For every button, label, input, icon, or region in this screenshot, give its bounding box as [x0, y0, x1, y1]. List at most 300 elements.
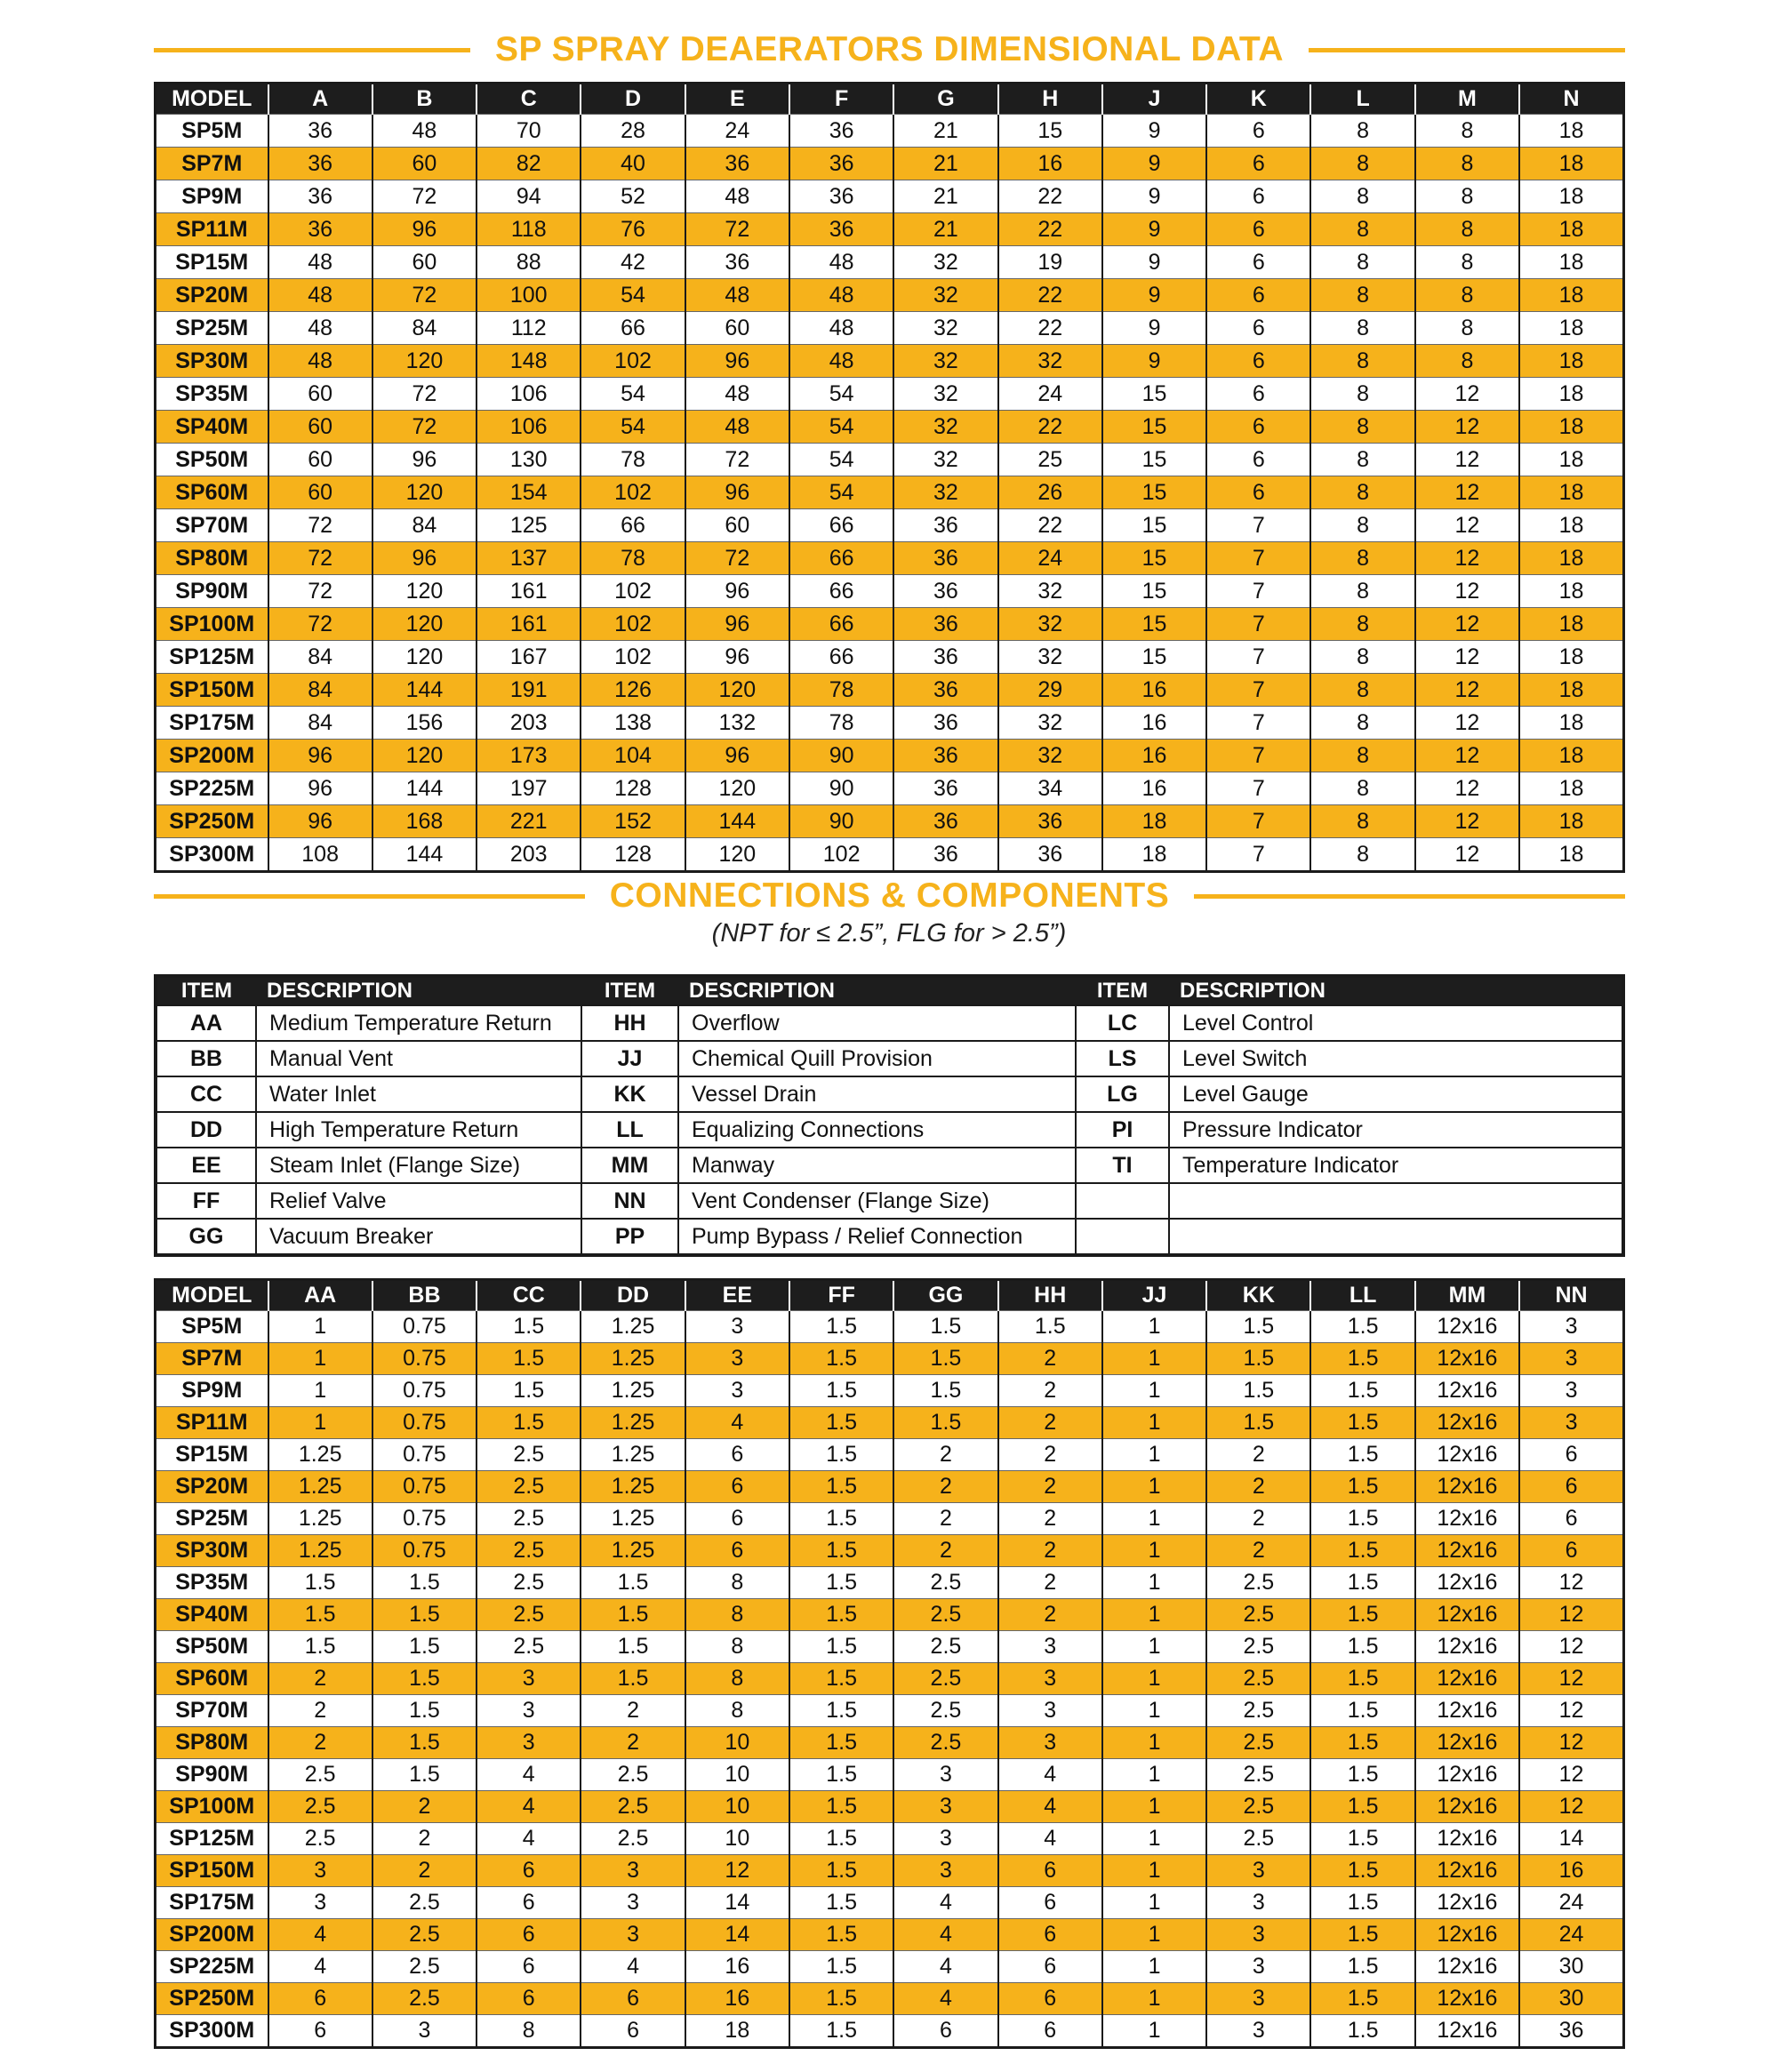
value-cell: 1.5: [1310, 1695, 1414, 1727]
item-code: EE: [156, 1148, 256, 1183]
column-header-n: N: [1519, 84, 1623, 115]
column-header-k: K: [1206, 84, 1310, 115]
table-row: [156, 411, 1624, 444]
model-cell: SP150M: [156, 674, 268, 707]
model-cell: SP15M: [156, 1439, 268, 1471]
value-cell: 1.5: [581, 1631, 685, 1663]
value-cell: 36: [998, 838, 1102, 872]
value-cell: 0.75: [372, 1535, 477, 1567]
column-header-f: F: [789, 84, 893, 115]
item-code: PI: [1076, 1112, 1169, 1148]
value-cell: 84: [372, 509, 477, 542]
value-cell: 2.5: [1206, 1759, 1310, 1791]
model-cell: SP9M: [156, 180, 268, 213]
value-cell: 2: [998, 1503, 1102, 1535]
item-code: BB: [156, 1041, 256, 1076]
value-cell: 1.5: [789, 1759, 893, 1791]
value-cell: 3: [685, 1343, 789, 1375]
connections-subtitle: (NPT for ≤ 2.5”, FLG for > 2.5”): [711, 919, 1067, 948]
value-cell: 1.5: [1206, 1407, 1310, 1439]
value-cell: 2.5: [477, 1503, 581, 1535]
value-cell: 2.5: [1206, 1791, 1310, 1823]
value-cell: 4: [477, 1791, 581, 1823]
value-cell: 2.5: [1206, 1631, 1310, 1663]
table-row: [156, 213, 1624, 246]
model-cell: SP125M: [156, 1823, 268, 1855]
value-cell: 8: [1310, 213, 1414, 246]
value-cell: 22: [998, 279, 1102, 312]
value-cell: 9: [1102, 148, 1206, 180]
value-cell: 1.5: [789, 1599, 893, 1631]
value-cell: 60: [372, 148, 477, 180]
value-cell: 12x16: [1415, 1375, 1519, 1407]
value-cell: 12x16: [1415, 1599, 1519, 1631]
item-code: FF: [156, 1183, 256, 1219]
value-cell: 8: [1310, 641, 1414, 674]
model-cell: SP300M: [156, 2015, 268, 2048]
item-description: Medium Temperature Return: [256, 1005, 581, 1041]
value-cell: 1.5: [1310, 1631, 1414, 1663]
value-cell: 8: [1310, 542, 1414, 575]
value-cell: 6: [477, 1983, 581, 2015]
value-cell: 96: [685, 575, 789, 608]
value-cell: 84: [268, 674, 372, 707]
value-cell: 66: [789, 509, 893, 542]
value-cell: 24: [998, 542, 1102, 575]
value-cell: 36: [685, 148, 789, 180]
value-cell: 66: [789, 641, 893, 674]
table-row: [156, 115, 1624, 148]
model-cell: SP90M: [156, 575, 268, 608]
value-cell: 32: [998, 575, 1102, 608]
value-cell: 88: [477, 246, 581, 279]
value-cell: 36: [893, 575, 997, 608]
value-cell: 1.5: [789, 1663, 893, 1695]
value-cell: 48: [789, 246, 893, 279]
value-cell: 12: [1415, 378, 1519, 411]
table-row: [156, 1855, 1624, 1887]
value-cell: 96: [372, 444, 477, 476]
value-cell: 72: [268, 542, 372, 575]
value-cell: 18: [1519, 542, 1623, 575]
value-cell: 4: [893, 1887, 997, 1919]
model-cell: SP250M: [156, 805, 268, 838]
value-cell: 14: [685, 1919, 789, 1951]
value-cell: 12: [1415, 542, 1519, 575]
value-cell: 2: [372, 1855, 477, 1887]
value-cell: 48: [685, 411, 789, 444]
model-cell: SP200M: [156, 740, 268, 772]
table-row: [156, 312, 1624, 345]
value-cell: 1.25: [581, 1535, 685, 1567]
item-description: Vacuum Breaker: [256, 1219, 581, 1255]
heading-rule-left: [154, 48, 470, 52]
value-cell: 12x16: [1415, 1823, 1519, 1855]
value-cell: 2.5: [893, 1663, 997, 1695]
value-cell: 8: [1415, 115, 1519, 148]
value-cell: 3: [268, 1855, 372, 1887]
value-cell: 18: [1102, 838, 1206, 872]
value-cell: 18: [1519, 805, 1623, 838]
value-cell: 18: [1519, 378, 1623, 411]
model-cell: SP60M: [156, 1663, 268, 1695]
value-cell: 12x16: [1415, 1535, 1519, 1567]
item-description: [1169, 1219, 1623, 1255]
table-row: [156, 641, 1624, 674]
value-cell: 72: [685, 213, 789, 246]
value-cell: 3: [998, 1695, 1102, 1727]
column-header-ee: EE: [685, 1280, 789, 1311]
value-cell: 18: [1519, 476, 1623, 509]
item-code: GG: [156, 1219, 256, 1255]
value-cell: 2.5: [477, 1471, 581, 1503]
column-header-j: J: [1102, 84, 1206, 115]
item-code: PP: [581, 1219, 678, 1255]
value-cell: 12x16: [1415, 1407, 1519, 1439]
value-cell: 96: [685, 345, 789, 378]
value-cell: 8: [1310, 740, 1414, 772]
value-cell: 54: [789, 378, 893, 411]
value-cell: 12: [1415, 476, 1519, 509]
legend-row: [156, 1076, 1623, 1112]
value-cell: 1: [1102, 1375, 1206, 1407]
table-row: [156, 180, 1624, 213]
value-cell: 12: [1415, 772, 1519, 805]
value-cell: 125: [477, 509, 581, 542]
value-cell: 60: [268, 444, 372, 476]
value-cell: 12: [1415, 608, 1519, 641]
value-cell: 84: [372, 312, 477, 345]
model-cell: SP80M: [156, 542, 268, 575]
value-cell: 1.5: [372, 1759, 477, 1791]
value-cell: 36: [893, 674, 997, 707]
value-cell: 2.5: [477, 1439, 581, 1471]
value-cell: 4: [998, 1823, 1102, 1855]
column-header-gg: GG: [893, 1280, 997, 1311]
value-cell: 1: [1102, 1791, 1206, 1823]
value-cell: 72: [268, 509, 372, 542]
description-column-header: DESCRIPTION: [256, 976, 581, 1005]
value-cell: 9: [1102, 180, 1206, 213]
value-cell: 3: [893, 1855, 997, 1887]
value-cell: 3: [998, 1631, 1102, 1663]
value-cell: 72: [268, 608, 372, 641]
value-cell: 1.25: [581, 1343, 685, 1375]
value-cell: 2.5: [477, 1599, 581, 1631]
value-cell: 18: [1519, 279, 1623, 312]
value-cell: 1.5: [1310, 1311, 1414, 1343]
value-cell: 6: [998, 1951, 1102, 1983]
value-cell: 12: [1415, 707, 1519, 740]
dimensional-data-heading: [154, 27, 1625, 73]
value-cell: 2.5: [581, 1791, 685, 1823]
value-cell: 2: [1206, 1535, 1310, 1567]
value-cell: 12: [1519, 1791, 1623, 1823]
value-cell: 12x16: [1415, 1951, 1519, 1983]
value-cell: 0.75: [372, 1343, 477, 1375]
value-cell: 12: [1519, 1599, 1623, 1631]
value-cell: 6: [998, 1983, 1102, 2015]
value-cell: 3: [268, 1887, 372, 1919]
value-cell: 1: [1102, 1471, 1206, 1503]
value-cell: 3: [1206, 1887, 1310, 1919]
value-cell: 2: [1206, 1503, 1310, 1535]
value-cell: 3: [477, 1695, 581, 1727]
value-cell: 36: [998, 805, 1102, 838]
value-cell: 21: [893, 213, 997, 246]
value-cell: 2.5: [268, 1791, 372, 1823]
item-code: DD: [156, 1112, 256, 1148]
value-cell: 48: [789, 279, 893, 312]
value-cell: 3: [1519, 1375, 1623, 1407]
column-header-aa: AA: [268, 1280, 372, 1311]
value-cell: 19: [998, 246, 1102, 279]
value-cell: 12x16: [1415, 1983, 1519, 2015]
value-cell: 0.75: [372, 1503, 477, 1535]
value-cell: 167: [477, 641, 581, 674]
item-description: Pump Bypass / Relief Connection: [678, 1219, 1076, 1255]
value-cell: 6: [1519, 1471, 1623, 1503]
value-cell: 36: [1519, 2015, 1623, 2048]
value-cell: 54: [581, 411, 685, 444]
value-cell: 1: [268, 1407, 372, 1439]
item-description: Manway: [678, 1148, 1076, 1183]
value-cell: 8: [1310, 246, 1414, 279]
value-cell: 1.25: [581, 1375, 685, 1407]
value-cell: 1: [1102, 1439, 1206, 1471]
value-cell: 8: [685, 1567, 789, 1599]
value-cell: 4: [893, 1951, 997, 1983]
column-header-g: G: [893, 84, 997, 115]
value-cell: 8: [1415, 148, 1519, 180]
model-cell: SP30M: [156, 1535, 268, 1567]
value-cell: 2.5: [1206, 1823, 1310, 1855]
column-header-ll: LL: [1310, 1280, 1414, 1311]
value-cell: 0.75: [372, 1407, 477, 1439]
model-cell: SP70M: [156, 509, 268, 542]
value-cell: 8: [1415, 279, 1519, 312]
value-cell: 32: [893, 345, 997, 378]
value-cell: 2: [893, 1535, 997, 1567]
value-cell: 24: [1519, 1887, 1623, 1919]
value-cell: 120: [372, 608, 477, 641]
value-cell: 30: [1519, 1983, 1623, 2015]
value-cell: 2.5: [477, 1631, 581, 1663]
value-cell: 1: [1102, 1823, 1206, 1855]
value-cell: 2.5: [268, 1823, 372, 1855]
value-cell: 1.5: [789, 1375, 893, 1407]
table-row: [156, 509, 1624, 542]
model-cell: SP225M: [156, 772, 268, 805]
value-cell: 9: [1102, 246, 1206, 279]
item-description: Vent Condenser (Flange Size): [678, 1183, 1076, 1219]
value-cell: 48: [685, 180, 789, 213]
value-cell: 1.25: [581, 1503, 685, 1535]
value-cell: 8: [1310, 772, 1414, 805]
model-cell: SP100M: [156, 608, 268, 641]
value-cell: 3: [477, 1727, 581, 1759]
legend-row: [156, 1183, 1623, 1219]
value-cell: 3: [1206, 2015, 1310, 2048]
value-cell: 106: [477, 411, 581, 444]
value-cell: 12: [1415, 838, 1519, 872]
value-cell: 138: [581, 707, 685, 740]
table-row: [156, 476, 1624, 509]
value-cell: 15: [1102, 378, 1206, 411]
value-cell: 8: [685, 1663, 789, 1695]
value-cell: 10: [685, 1727, 789, 1759]
value-cell: 1: [1102, 1727, 1206, 1759]
item-description: Chemical Quill Provision: [678, 1041, 1076, 1076]
value-cell: 1.5: [789, 1311, 893, 1343]
value-cell: 1.5: [1310, 1439, 1414, 1471]
value-cell: 8: [1310, 378, 1414, 411]
column-header-l: L: [1310, 84, 1414, 115]
value-cell: 1.5: [1310, 1951, 1414, 1983]
value-cell: 10: [685, 1791, 789, 1823]
value-cell: 8: [1310, 805, 1414, 838]
value-cell: 15: [1102, 509, 1206, 542]
value-cell: 6: [477, 1951, 581, 1983]
table-row: [156, 1631, 1624, 1663]
value-cell: 9: [1102, 279, 1206, 312]
value-cell: 1.25: [581, 1407, 685, 1439]
value-cell: 1.5: [1310, 2015, 1414, 2048]
value-cell: 1.5: [789, 1567, 893, 1599]
value-cell: 18: [1519, 312, 1623, 345]
description-column-header: DESCRIPTION: [1169, 976, 1623, 1005]
value-cell: 72: [268, 575, 372, 608]
value-cell: 8: [1310, 674, 1414, 707]
table-row: [156, 575, 1624, 608]
value-cell: 96: [685, 641, 789, 674]
value-cell: 2: [581, 1727, 685, 1759]
value-cell: 8: [1310, 707, 1414, 740]
value-cell: 102: [581, 641, 685, 674]
value-cell: 1.5: [268, 1599, 372, 1631]
value-cell: 12: [1415, 805, 1519, 838]
value-cell: 8: [1310, 279, 1414, 312]
value-cell: 1.5: [1206, 1375, 1310, 1407]
model-cell: SP60M: [156, 476, 268, 509]
model-cell: SP250M: [156, 1983, 268, 2015]
value-cell: 6: [1206, 115, 1310, 148]
value-cell: 94: [477, 180, 581, 213]
column-header-cc: CC: [477, 1280, 581, 1311]
model-cell: SP40M: [156, 411, 268, 444]
value-cell: 1.5: [789, 1887, 893, 1919]
value-cell: 16: [998, 148, 1102, 180]
value-cell: 128: [581, 772, 685, 805]
value-cell: 1.5: [789, 1407, 893, 1439]
table-row: [156, 1823, 1624, 1855]
dimensional-data-title: SP SPRAY DEAERATORS DIMENSIONAL DATA: [495, 30, 1284, 68]
value-cell: 1.5: [372, 1727, 477, 1759]
model-cell: SP7M: [156, 1343, 268, 1375]
value-cell: 2: [1206, 1471, 1310, 1503]
value-cell: 4: [998, 1791, 1102, 1823]
value-cell: 54: [789, 476, 893, 509]
column-header-jj: JJ: [1102, 1280, 1206, 1311]
value-cell: 90: [789, 740, 893, 772]
value-cell: 15: [998, 115, 1102, 148]
value-cell: 9: [1102, 213, 1206, 246]
column-header-model: MODEL: [156, 1280, 268, 1311]
value-cell: 1: [268, 1311, 372, 1343]
value-cell: 0.75: [372, 1439, 477, 1471]
value-cell: 1.5: [789, 1503, 893, 1535]
value-cell: 48: [789, 345, 893, 378]
value-cell: 2: [372, 1791, 477, 1823]
value-cell: 203: [477, 838, 581, 872]
item-description: Pressure Indicator: [1169, 1112, 1623, 1148]
value-cell: 36: [789, 180, 893, 213]
value-cell: 3: [477, 1663, 581, 1695]
value-cell: 2: [372, 1823, 477, 1855]
table-row: [156, 148, 1624, 180]
value-cell: 2: [998, 1343, 1102, 1375]
value-cell: 6: [1206, 279, 1310, 312]
value-cell: 24: [1519, 1919, 1623, 1951]
value-cell: 32: [998, 345, 1102, 378]
value-cell: 18: [1519, 575, 1623, 608]
value-cell: 12x16: [1415, 1311, 1519, 1343]
value-cell: 15: [1102, 608, 1206, 641]
model-cell: SP40M: [156, 1599, 268, 1631]
value-cell: 6: [893, 2015, 997, 2048]
value-cell: 1.5: [998, 1311, 1102, 1343]
value-cell: 66: [581, 509, 685, 542]
value-cell: 7: [1206, 707, 1310, 740]
table-row: [156, 838, 1624, 872]
table-row: [156, 345, 1624, 378]
value-cell: 6: [998, 2015, 1102, 2048]
item-code: [1076, 1219, 1169, 1255]
value-cell: 106: [477, 378, 581, 411]
connections-legend-table: [154, 974, 1625, 1257]
item-code: [1076, 1183, 1169, 1219]
value-cell: 18: [1519, 838, 1623, 872]
value-cell: 1.5: [893, 1343, 997, 1375]
value-cell: 7: [1206, 509, 1310, 542]
value-cell: 12: [1519, 1759, 1623, 1791]
value-cell: 2.5: [372, 1951, 477, 1983]
value-cell: 2.5: [893, 1727, 997, 1759]
item-code: LC: [1076, 1005, 1169, 1041]
value-cell: 2: [998, 1535, 1102, 1567]
value-cell: 2.5: [893, 1631, 997, 1663]
value-cell: 1.5: [893, 1407, 997, 1439]
value-cell: 7: [1206, 575, 1310, 608]
value-cell: 22: [998, 509, 1102, 542]
value-cell: 1.5: [581, 1567, 685, 1599]
value-cell: 14: [685, 1887, 789, 1919]
value-cell: 6: [1206, 213, 1310, 246]
value-cell: 32: [893, 378, 997, 411]
value-cell: 3: [893, 1823, 997, 1855]
value-cell: 72: [372, 378, 477, 411]
value-cell: 3: [1519, 1343, 1623, 1375]
value-cell: 30: [1519, 1951, 1623, 1983]
value-cell: 102: [581, 608, 685, 641]
value-cell: 6: [1206, 476, 1310, 509]
value-cell: 1.5: [581, 1663, 685, 1695]
value-cell: 1: [1102, 1695, 1206, 1727]
heading-rule-right: [1194, 894, 1625, 899]
table-header-row: [156, 1280, 1624, 1311]
value-cell: 12x16: [1415, 1567, 1519, 1599]
value-cell: 18: [1519, 641, 1623, 674]
